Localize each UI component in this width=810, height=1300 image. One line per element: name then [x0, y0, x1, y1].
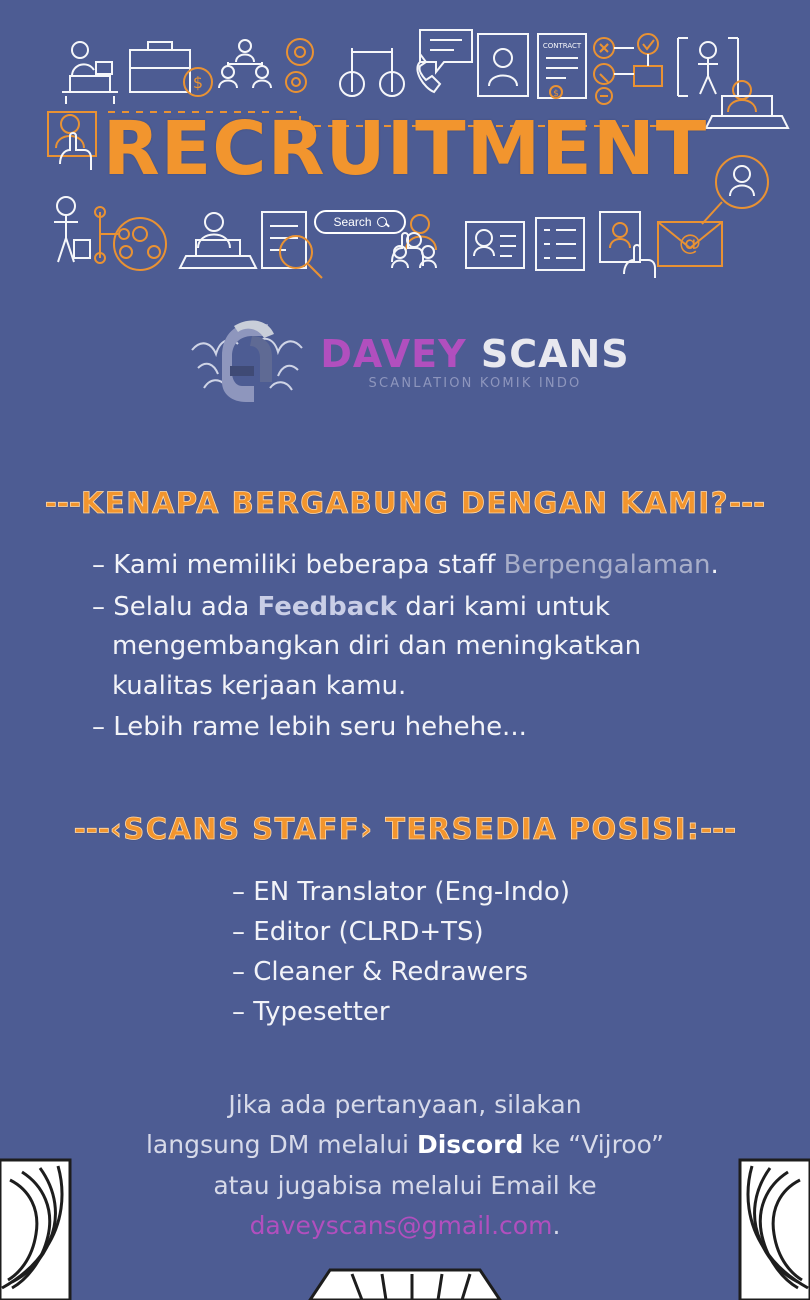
bottom-decoration: [0, 1120, 810, 1300]
heading-prefix: ---: [73, 811, 110, 846]
footer-line-2-after: ke “Vijroo”: [523, 1130, 665, 1160]
email-address[interactable]: daveyscans@gmail.com: [249, 1211, 553, 1241]
heading-prefix: ---: [44, 486, 81, 520]
list-item: – Cleaner & Redrawers: [232, 957, 529, 988]
spartan-helmet-icon: [180, 308, 320, 418]
list-item: [92, 546, 750, 586]
why-join-list: [0, 546, 810, 748]
list-item: – EN Translator (Eng-Indo): [232, 876, 570, 907]
reason-highlight: Feedback: [257, 591, 397, 622]
reason-highlight: Berpengalaman: [503, 550, 711, 580]
svg-text:$: $: [192, 73, 204, 92]
reason-tail: dari kami untuk mengembangkan diri dan meningkatkan kualitas kerjaan kamu.: [112, 591, 642, 701]
magnifier-icon: [377, 217, 387, 227]
logo-tagline: SCANLATION KOMIK INDO: [368, 376, 582, 392]
email-suffix: .: [552, 1211, 561, 1241]
logo-name-secondary: SCANS: [480, 331, 630, 376]
discord-label: Discord: [416, 1130, 524, 1160]
heading-text: KENAPA BERGABUNG DENGAN KAMI?: [80, 486, 730, 520]
reason-text: – Lebih rame lebih seru hehehe...: [92, 712, 527, 743]
reason-text: – Selalu ada: [92, 591, 258, 622]
list-item: [92, 708, 750, 748]
search-pill[interactable]: [314, 210, 406, 234]
heading-suffix: ---: [729, 486, 766, 520]
footer-line-2-before: langsung DM melalui: [145, 1130, 417, 1160]
heading-suffix: ---: [700, 811, 737, 846]
reason-tail: .: [710, 550, 719, 580]
svg-text:CONTRACT: CONTRACT: [542, 42, 582, 50]
why-join-heading: [0, 486, 810, 520]
positions-heading: [0, 812, 810, 846]
banner-title: RECRUITMENT: [102, 106, 708, 192]
list-item: – Editor (CLRD+TS): [232, 916, 484, 947]
positions-list: [0, 872, 810, 1033]
footer-line-1: Jika ada pertanyaan, silakan: [228, 1089, 582, 1119]
search-pill-label: Search: [333, 215, 372, 229]
list-item: – Typesetter: [232, 997, 390, 1028]
logo: [0, 298, 810, 428]
reason-text: – Kami memiliki beberapa staff: [92, 550, 504, 580]
logo-name-primary: DAVEY: [320, 331, 467, 376]
footer-line-3: atau jugabisa melalui Email ke: [213, 1170, 597, 1200]
recruitment-banner: [0, 0, 810, 290]
svg-text:$: $: [553, 89, 559, 99]
svg-text:@: @: [679, 231, 701, 256]
list-item: [92, 588, 750, 707]
heading-text: ‹SCANS STAFF› TERSEDIA POSISI:: [109, 811, 701, 846]
